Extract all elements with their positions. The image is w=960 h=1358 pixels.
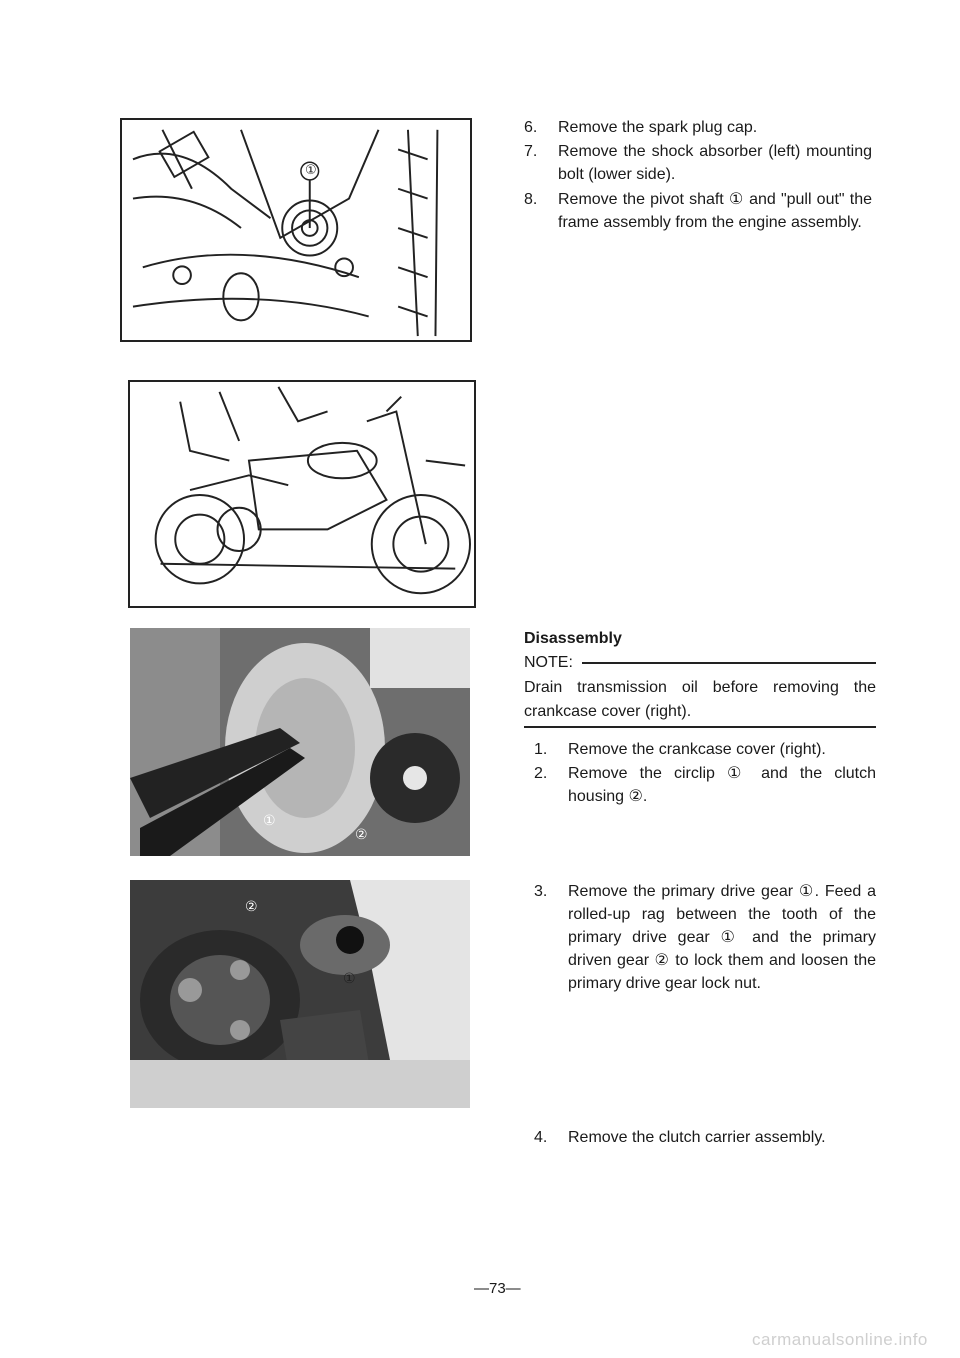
step-text: Remove the pivot shaft ① and "pull out" the frame assembly from the engine assembly. bbox=[558, 191, 872, 231]
step-text: Remove the shock absorber (left) mounting bolt (lower side). bbox=[558, 143, 872, 183]
figure-pivot-shaft bbox=[120, 118, 472, 342]
callout-2: ② bbox=[355, 826, 368, 842]
page-number: —73— bbox=[474, 1280, 521, 1297]
figure-frame-removal bbox=[128, 380, 476, 608]
section-heading: Disassembly bbox=[524, 630, 622, 647]
step-number: 4. bbox=[534, 1129, 548, 1146]
note-rule-top bbox=[582, 662, 876, 664]
clutch-housing-photo bbox=[130, 628, 470, 856]
step-text: Remove the circlip ① and the clutch housing ②. bbox=[568, 765, 876, 805]
note-text: Drain transmission oil before removing the crankcase cover (right). bbox=[524, 679, 876, 720]
frame-removal-illustration bbox=[130, 382, 474, 606]
step-number: 2. bbox=[534, 765, 548, 782]
photo-primary-drive-gear bbox=[130, 880, 470, 1108]
step-number: 8. bbox=[524, 191, 538, 208]
step-text: Remove the crankcase cover (right). bbox=[568, 741, 826, 758]
step-number: 3. bbox=[534, 883, 548, 900]
footer-watermark[interactable]: carmanualsonline.info bbox=[752, 1330, 928, 1349]
photo-clutch-housing bbox=[130, 628, 470, 856]
primary-drive-gear-photo bbox=[130, 880, 470, 1108]
step-number: 6. bbox=[524, 119, 538, 136]
callout-1: ① bbox=[343, 970, 356, 986]
pivot-shaft-illustration bbox=[122, 120, 470, 340]
note-label: NOTE: bbox=[524, 654, 573, 671]
callout-1: ① bbox=[305, 162, 317, 177]
step-text: Remove the spark plug cap. bbox=[558, 119, 758, 136]
step-text: Remove the clutch carrier assembly. bbox=[568, 1129, 826, 1146]
note-rule-bottom bbox=[524, 726, 876, 728]
step-number: 7. bbox=[524, 143, 538, 160]
step-number: 1. bbox=[534, 741, 548, 758]
callout-1: ① bbox=[263, 812, 276, 828]
callout-2: ② bbox=[245, 898, 258, 914]
step-text: Remove the primary drive gear ①. Feed a rolled-up rag between the tooth of the primary drive gear ① and the primary driven gear ② to lock them and loosen the primary drive gear lock nut. bbox=[568, 883, 876, 992]
